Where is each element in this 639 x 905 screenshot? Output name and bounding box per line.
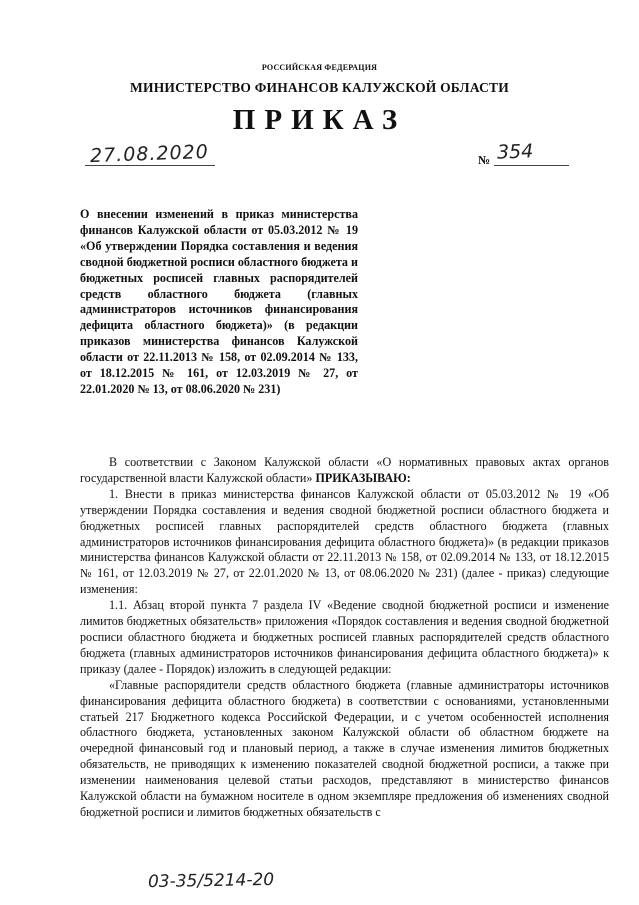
order-subject: О внесении изменений в приказ министерства финансов Калужской области от 05.03.2012 № 19 «Об утверждении Порядка составления и ведения сводной бюджетной росписи областного бюджета и бюджетных росписей главных распорядителей средств областного бюджета (главных администраторов источников финансирования дефицита областного бюджета)» (в редакции приказов министерства финансов Калужской области от 22.11.2013 № 158, от 02.09.2014 № 133, от 18.12.2015 № 161, от 12.03.2019 № 27, от 22.01.2020 № 13, от 08.06.2020 № 231) [80,207,358,396]
clause-1-paragraph: 1. Внести в приказ министерства финансов Калужской области от 05.03.2012 № 19 «Об утверждении Порядка составления и ведения сводной бюджетной росписи областного бюджета и бюджетных росписей главных распорядителей средств областного бюджета (главных администраторов источников финансирования дефицита областного бюджета)» (в редакции приказов министерства финансов Калужской области от 22.11.2013 № 158, от 02.09.2014 № 133, от 18.12.2015 № 161, от 12.03.2019 № 27, от 22.01.2020 № 13, от 08.06.2020 № 231) (далее - приказ) следующие изменения: [80,486,609,597]
order-number-label: № [478,153,491,167]
order-directive: ПРИКАЗЫВАЮ: [315,470,411,485]
number-underline [494,165,569,166]
order-date: 27.08.2020 [89,140,210,168]
preamble-paragraph [80,455,609,487]
date-underline [85,165,215,166]
order-body [80,455,609,821]
ministry-heading: МИНИСТЕРСТВО ФИНАНСОВ КАЛУЖСКОЙ ОБЛАСТИ [130,80,509,95]
federation-heading: РОССИЙСКАЯ ФЕДЕРАЦИЯ [261,63,378,72]
order-number: 354 [496,140,534,164]
handwritten-registration-note: 03-35/5214-20 [147,869,275,893]
preamble-text: В соответствии с Законом Калужской области «О нормативных правовых актах органов государственной власти Калужской области» [80,455,609,485]
clause-1-1-paragraph: 1.1. Абзац второй пункта 7 раздела IV «Ведение сводной бюджетной росписи и изменение лимитов бюджетных обязательств» приложения «Порядок составления и ведения сводной бюджетной росписи областного бюджета и бюджетных росписей главных распорядителей средств областного бюджета (главных администраторов источников финансирования дефицита областного бюджета)» к приказу (далее - Порядок) изложить в следующей редакции: [80,598,609,676]
quoted-new-text-paragraph: «Главные распорядители средств областного бюджета (главные администраторы источников финансирования дефицита областного бюджета) в соответствии с основаниями, установленными статьей 217 Бюджетного кодекса Российской Федерации, и с учетом особенностей исполнения областного бюджета, установленных законом Калужской области об областном бюджете на очередной финансовый год и плановый период, а также в случае изменения лимитов бюджетных обязательств, не приводящих к изменению показателей сводной бюджетной росписи, а также при изменении наименования целевой статьи расходов, представляют в министерство финансов Калужской области на бумажном носителе в одном экземпляре предложения об изменениях сводной бюджетной росписи и лимитов бюджетных обязательств с [80,677,609,819]
document-type-title: ПРИКАЗ [232,104,407,136]
